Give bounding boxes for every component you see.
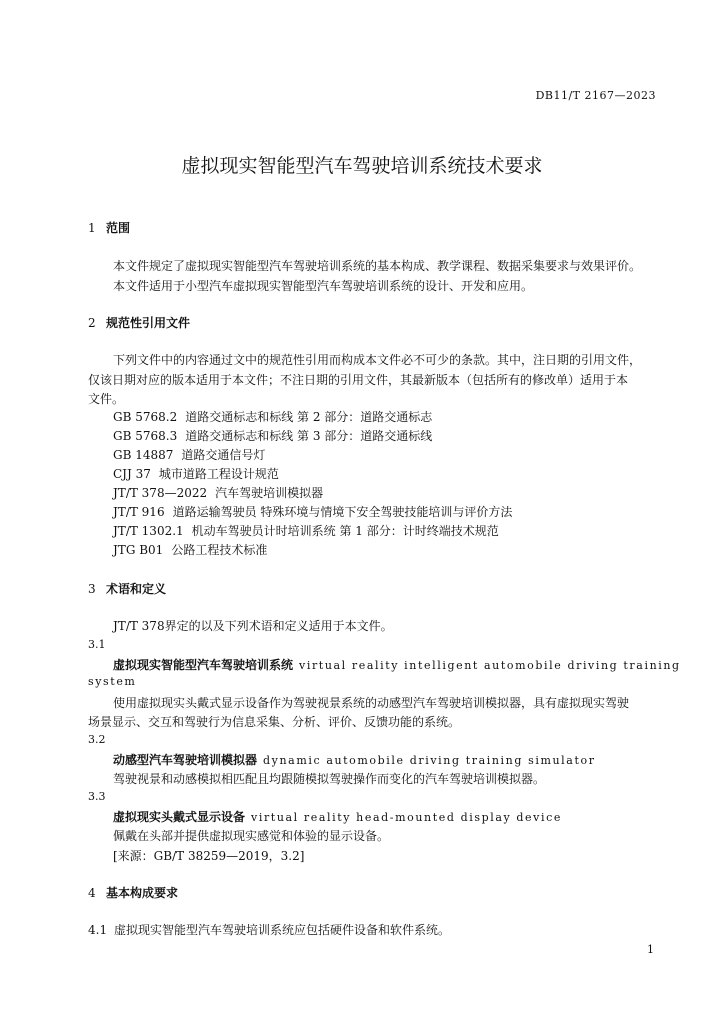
term-entry	[113, 656, 681, 673]
section-number: 4	[88, 886, 96, 900]
section-title: 规范性引用文件	[106, 316, 191, 330]
reference-code: JT/T 378—2022	[113, 486, 208, 500]
reference-title: 道路交通标志和标线 第 3 部分：道路交通标线	[185, 429, 433, 443]
standard-code: DB11/T 2167—2023	[535, 89, 656, 102]
reference-title: 汽车驾驶培训模拟器	[215, 486, 324, 500]
reference-item	[113, 522, 499, 539]
reference-title: 机动车驾驶员计时培训系统 第 1 部分：计时终端技术规范	[191, 524, 499, 538]
reference-title: 道路运输驾驶员 特殊环境与情境下安全驾驶技能培训与评价方法	[172, 505, 513, 519]
section-3-heading	[88, 580, 166, 597]
reference-title: 道路交通信号灯	[181, 448, 266, 462]
paragraph-line: 下列文件中的内容通过文中的规范性引用而构成本文件必不可少的条款。其中，注日期的引用文件，	[113, 353, 642, 367]
term-definition: 场景显示、交互和驾驶行为信息采集、分析、评价、反馈功能的系统。	[88, 715, 461, 729]
term-number: 3.2	[88, 733, 106, 746]
paragraph: 本文件适用于小型汽车虚拟现实智能型汽车驾驶培训系统的设计、开发和应用。	[113, 279, 534, 293]
clause-text: 虚拟现实智能型汽车驾驶培训系统应包括硬件设备和软件系统。	[114, 923, 451, 937]
reference-code: JT/T 916	[113, 505, 165, 519]
reference-item	[113, 465, 279, 482]
page-number: 1	[647, 943, 654, 956]
term-zh: 虚拟现实头戴式显示设备	[113, 810, 246, 824]
term-definition: 佩戴在头部并提供虚拟现实感觉和体验的显示设备。	[113, 829, 390, 843]
section-title: 范围	[106, 221, 131, 235]
section-4-heading	[88, 884, 178, 901]
term-en: virtual reality intelligent automobile driving training	[299, 659, 681, 672]
section-title: 术语和定义	[106, 582, 167, 596]
reference-item	[113, 446, 265, 463]
clause	[88, 921, 450, 938]
reference-item	[113, 408, 432, 425]
term-en-continued: system	[88, 675, 137, 688]
reference-item	[113, 484, 323, 501]
paragraph: 本文件规定了虚拟现实智能型汽车驾驶培训系统的基本构成、教学课程、数据采集要求与效果评价。	[113, 259, 642, 273]
document-title: 虚拟现实智能型汽车驾驶培训系统技术要求	[181, 155, 543, 177]
section-1-heading	[88, 219, 130, 236]
section-2-heading	[88, 314, 190, 331]
reference-item	[113, 503, 512, 520]
reference-title: 公路工程技术标准	[171, 543, 268, 557]
term-en: virtual reality head-mounted display device	[251, 811, 562, 824]
term-number: 3.1	[88, 638, 106, 651]
section-title: 基本构成要求	[106, 886, 179, 900]
term-zh: 动感型汽车驾驶培训模拟器	[113, 753, 258, 767]
reference-code: GB 14887	[113, 448, 174, 462]
reference-item	[113, 541, 267, 558]
section-number: 3	[88, 582, 96, 596]
reference-code: GB 5768.3	[113, 429, 178, 443]
term-source: [来源：GB/T 38259—2019，3.2]	[113, 849, 305, 863]
reference-code: JT/T 1302.1	[113, 524, 184, 538]
term-entry	[113, 808, 562, 825]
section-number: 2	[88, 316, 96, 330]
reference-title: 道路交通标志和标线 第 2 部分：道路交通标志	[185, 410, 433, 424]
reference-code: JTG B01	[113, 543, 164, 557]
term-entry	[113, 751, 596, 768]
paragraph-line: 仅该日期对应的版本适用于本文件；不注日期的引用文件，其最新版本（包括所有的修改单）适用于本	[88, 373, 629, 387]
clause-number: 4.1	[88, 923, 108, 937]
term-definition: 使用虚拟现实头戴式显示设备作为驾驶视景系统的动感型汽车驾驶培训模拟器，具有虚拟现实驾驶	[113, 696, 630, 710]
term-number: 3.3	[88, 790, 106, 803]
paragraph-line: 文件。	[88, 392, 125, 406]
reference-title: 城市道路工程设计规范	[158, 467, 279, 481]
paragraph: JT/T 378界定的以及下列术语和定义适用于本文件。	[113, 619, 393, 633]
reference-code: GB 5768.2	[113, 410, 178, 424]
section-number: 1	[88, 221, 96, 235]
term-en: dynamic automobile driving training simulator	[263, 754, 596, 767]
term-definition: 驾驶视景和动感模拟相匹配且均跟随模拟驾驶操作而变化的汽车驾驶培训模拟器。	[113, 772, 546, 786]
reference-code: CJJ 37	[113, 467, 151, 481]
reference-item	[113, 427, 432, 444]
term-zh: 虚拟现实智能型汽车驾驶培训系统	[113, 658, 294, 672]
